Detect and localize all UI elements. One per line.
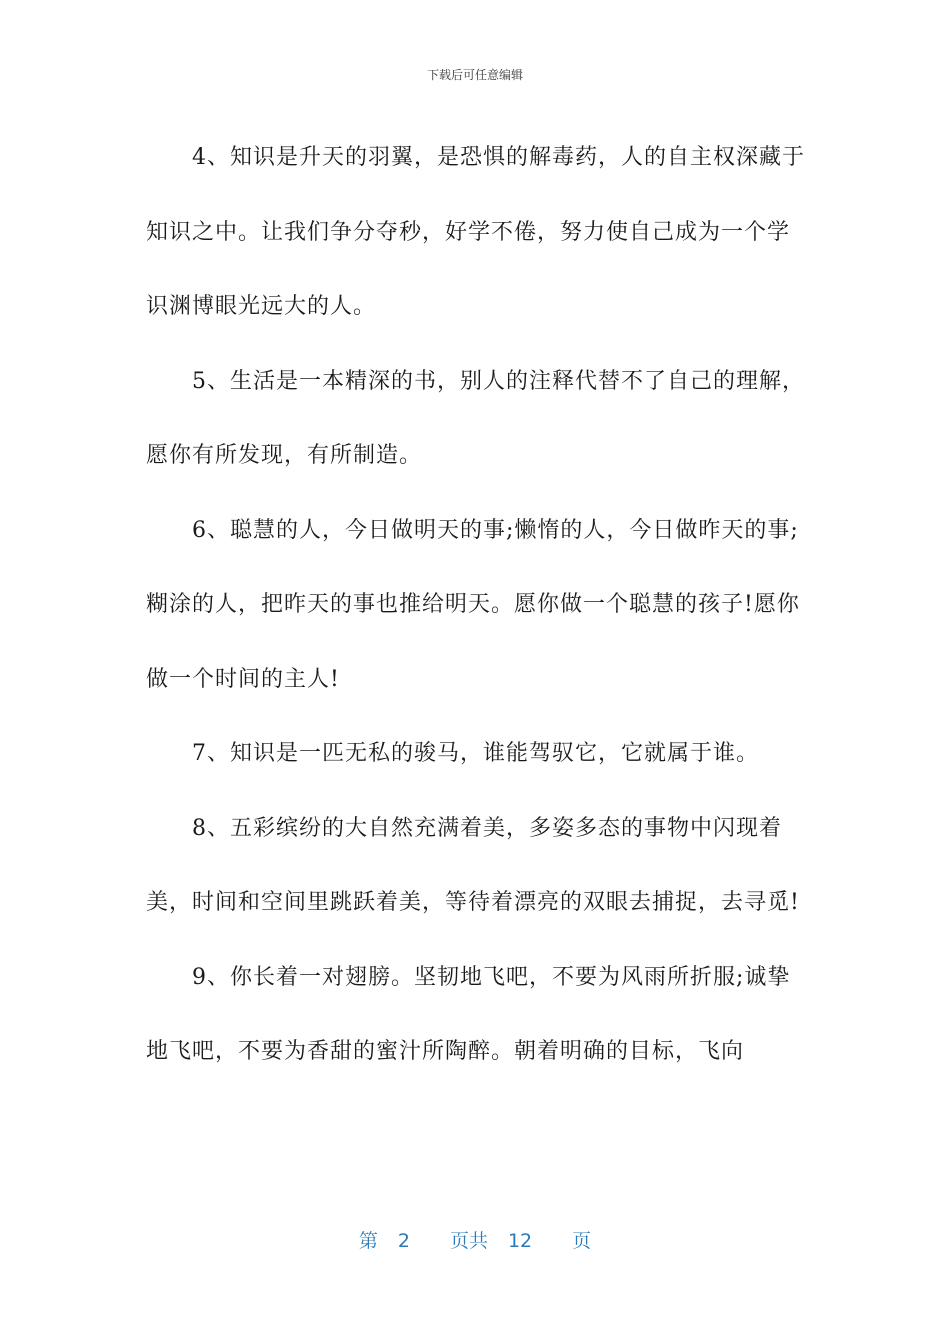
- footer-suffix: 页: [572, 1230, 592, 1252]
- paragraph-text: 8、五彩缤纷的大自然充满着美，多姿多态的事物中闪现着美，时间和空间里跳跃着美，等待着漂亮的双眼去捕捉，去寻觅!: [146, 815, 800, 915]
- paragraph-4: [146, 121, 806, 345]
- page-footer: [0, 1226, 950, 1253]
- paragraph-text: 9、你长着一对翅膀。坚韧地飞吧，不要为风雨所折服;诚挚地飞吧，不要为香甜的蜜汁所陶醉。朝着明确的目标，飞向: [146, 964, 791, 1064]
- footer-prefix: 第: [358, 1230, 378, 1252]
- paragraph-6: [146, 494, 806, 718]
- paragraph-9: [146, 941, 806, 1090]
- document-body: [146, 121, 806, 1090]
- header-note: 下载后可任意编辑: [426, 68, 523, 82]
- footer-middle: 页共: [449, 1230, 488, 1252]
- paragraph-text: 4、知识是升天的羽翼，是恐惧的解毒药，人的自主权深藏于知识之中。让我们争分夺秒，好学不倦，努力使自己成为一个学识渊博眼光远大的人。: [146, 145, 805, 319]
- paragraph-text: 6、聪慧的人，今日做明天的事;懒惰的人，今日做昨天的事;糊涂的人，把昨天的事也推给明天。愿你做一个聪慧的孩子!愿你做一个时间的主人!: [146, 517, 800, 692]
- paragraph-5: [146, 345, 806, 494]
- current-page-number: 2: [397, 1230, 410, 1252]
- paragraph-7: [146, 717, 806, 792]
- paragraph-text: 5、生活是一本精深的书，别人的注释代替不了自己的理解，愿你有所发现，有所制造。: [146, 368, 805, 468]
- paragraph-8: [146, 792, 806, 941]
- paragraph-text: 7、知识是一匹无私的骏马，谁能驾驭它，它就属于谁。: [192, 741, 759, 766]
- total-page-count: 12: [507, 1230, 533, 1252]
